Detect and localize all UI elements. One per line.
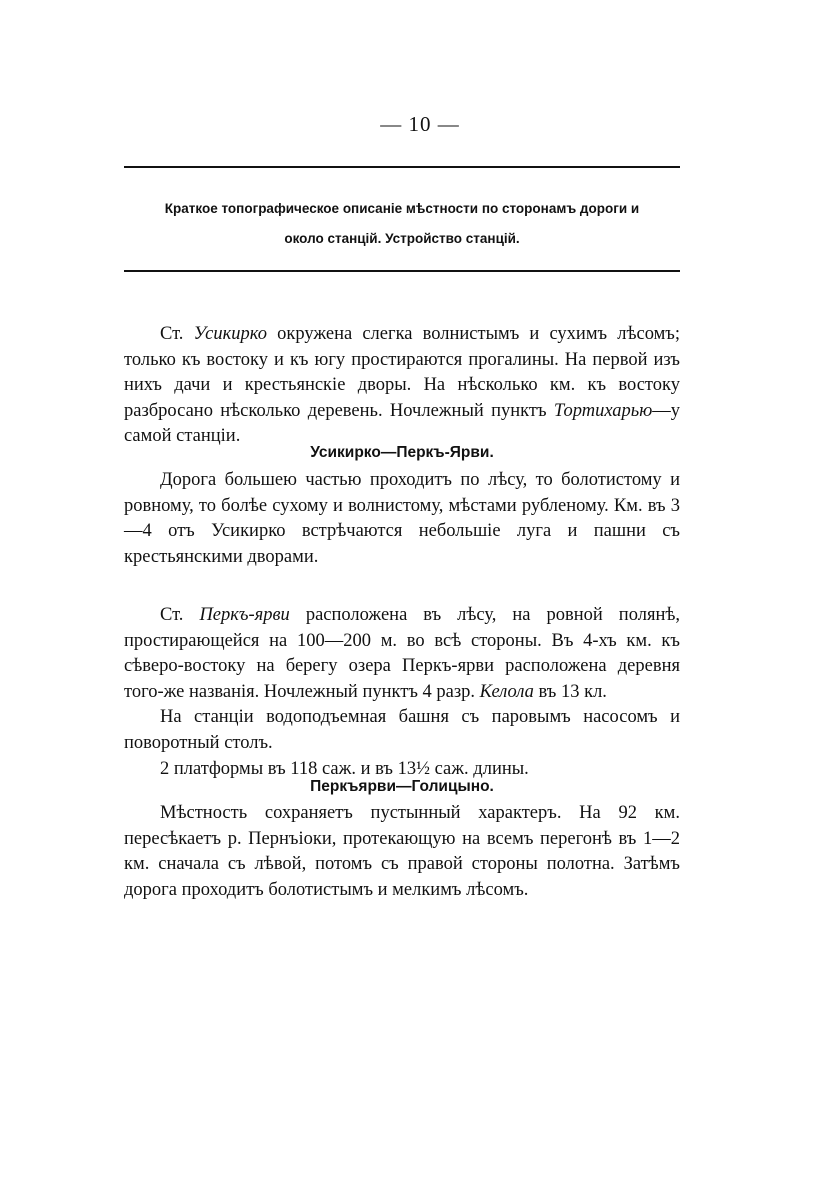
station-name-perk-jarvi: Перкъ-ярви: [199, 605, 290, 625]
section-heading-line-2: около станцій. Устройство станцій.: [284, 231, 520, 246]
paragraph-perk-jarvi-end: въ 13 кл.: [538, 681, 607, 702]
station-prefix: Ст.: [160, 324, 184, 344]
page-number: — 10 —: [380, 112, 460, 136]
paragraph-perk-jarvi: [124, 603, 680, 782]
paragraph-route-1-text: Дорога большею частью проходитъ по лѣсу, то болотистому и ровному, то болѣе сухому и волнистому, мѣстами рубленому. Км. въ 3—4 отъ Усикирко встрѣчаются небольшіе луга и пашни съ крестьянскими дворами.: [124, 470, 680, 567]
subheading-perkjarvi-golitsyno: Перкъярви—Голицыно.: [310, 778, 494, 795]
paragraph-platforms: 2 платформы въ 118 саж. и въ 13½ саж. длины.: [160, 758, 529, 779]
paragraph-perk-jarvi-text: [124, 603, 680, 705]
paragraph-route-2: [124, 801, 680, 903]
lodging-point-kelola: Келола: [479, 681, 534, 702]
top-rule: [124, 166, 680, 168]
section-heading: [124, 194, 680, 254]
paragraph-route-1: [124, 468, 680, 570]
station-prefix: Ст.: [160, 605, 184, 625]
paragraph-route-2-text: Мѣстность сохраняетъ пустынный характеръ. На 92 км. пересѣкаетъ р. Пернъіоки, протекающую на всемъ перегонѣ въ 1—2 км. сначала съ лѣвой, потомъ съ правой стороны полотна. Затѣмъ дорога проходитъ болотистымъ и мелкимъ лѣсомъ.: [124, 803, 680, 900]
paragraph-usikirko-end: —у самой станціи.: [124, 400, 680, 447]
section-heading-line-1: Краткое топографическое описаніе мѣстности по сторонамъ дороги и: [164, 201, 640, 216]
paragraph-water-tower: На станціи водоподъемная башня съ паровымъ насосомъ и поворотный столъ.: [124, 707, 680, 753]
subheading-usikirko-perk-jarvi: Усикирко—Перкъ-Ярви.: [310, 444, 494, 461]
lodging-point-tortiharju: Тортихарью: [553, 400, 653, 421]
station-name-usikirko: Усикирко: [193, 324, 267, 344]
paragraph-usikirko: [124, 322, 680, 450]
paragraph-usikirko-body: окружена слегка волнистымъ и сухимъ лѣсомъ; только къ востоку и къ югу простираются прогалины. На первой изъ нихъ дачи и крестьянскіе дворы. На нѣсколько км. къ востоку разбросано нѣсколько деревень. Ночлежный пунктъ: [124, 324, 681, 421]
paragraph-usikirko-text: [124, 322, 680, 450]
paragraph-perk-jarvi-body: расположена въ лѣсу, на ровной полянѣ, простирающейся на 100—200 м. во всѣ стороны. Въ 4-хъ км. къ сѣверо-востоку на берегу озера Перкъ-ярви расположена деревня того-же названія. Ночлежный пунктъ 4 разр.: [124, 605, 681, 702]
bottom-rule: [124, 270, 680, 272]
